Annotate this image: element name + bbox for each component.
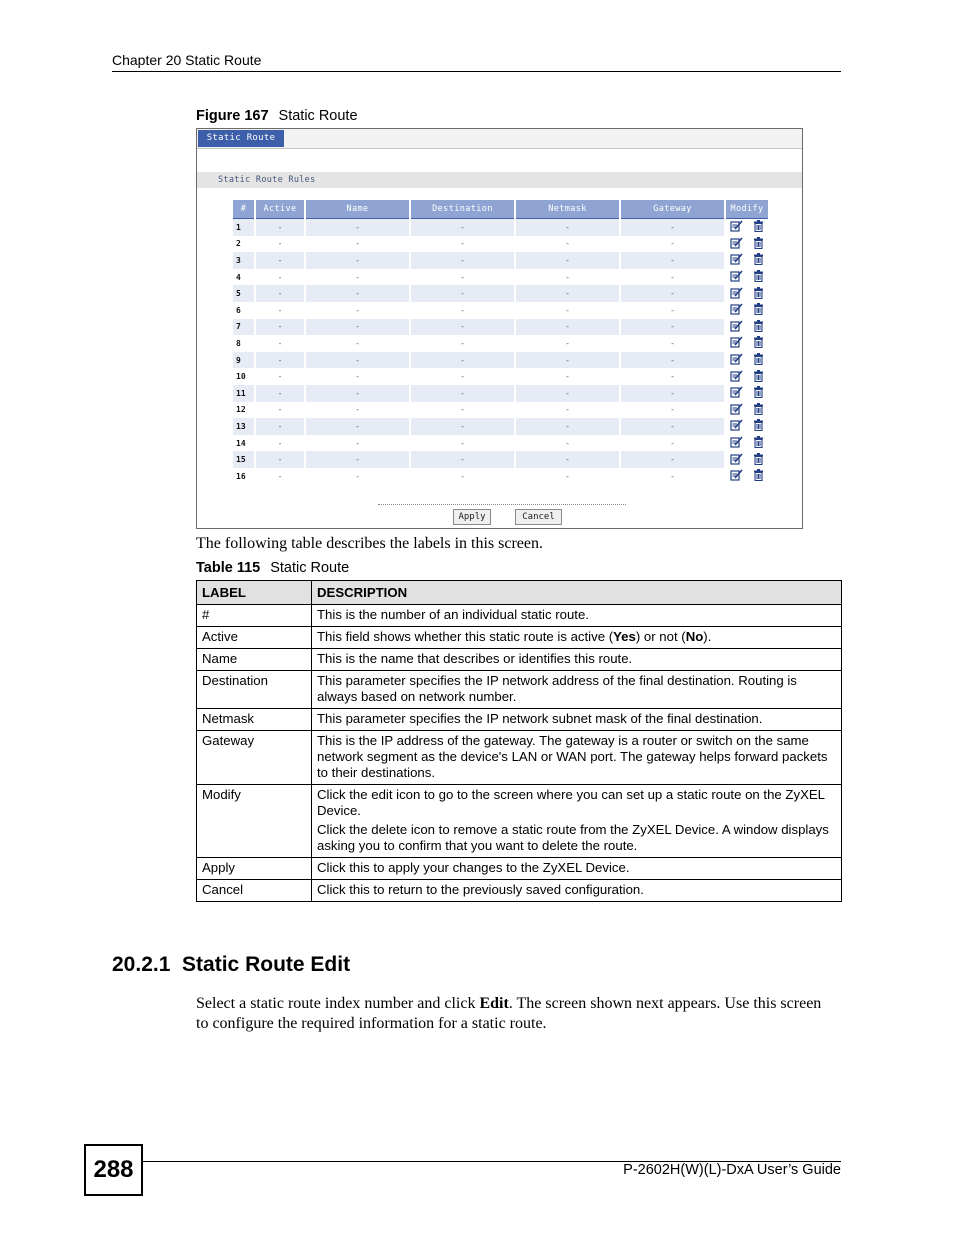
row-netmask: - xyxy=(516,451,619,468)
row-number: 7 xyxy=(233,319,254,336)
table-row xyxy=(233,368,768,385)
table-row xyxy=(233,418,768,435)
row-name: - xyxy=(306,451,409,468)
description-text: This is the number of an individual static route. xyxy=(317,607,589,622)
row-name: - xyxy=(355,272,360,282)
col-name: Name xyxy=(306,200,409,219)
table-row xyxy=(233,435,768,452)
edit-icon[interactable] xyxy=(730,419,743,433)
row-gateway: - xyxy=(621,252,724,269)
row-active: - xyxy=(277,405,283,415)
row-destination: - xyxy=(460,338,465,348)
edit-icon[interactable] xyxy=(730,453,743,467)
delete-icon[interactable] xyxy=(753,370,764,384)
static-route-screenshot xyxy=(196,128,803,529)
table-row xyxy=(197,649,842,671)
table-row xyxy=(197,880,842,902)
row-modify xyxy=(726,319,768,336)
edit-icon[interactable] xyxy=(730,353,743,367)
row-number: 1 xyxy=(233,219,254,236)
row-modify xyxy=(726,269,768,286)
row-label: Modify xyxy=(197,785,312,858)
delete-icon[interactable] xyxy=(753,453,764,467)
description-text: This parameter specifies the IP network address of the final destination. Routing is always based on network number. xyxy=(317,673,797,704)
row-gateway: - xyxy=(621,319,724,336)
row-destination: - xyxy=(411,285,514,302)
delete-icon[interactable] xyxy=(753,436,764,450)
row-label: Name xyxy=(197,649,312,671)
description-text: This is the IP address of the gateway. The gateway is a router or switch on the same network segment as the device's LAN or WAN port. The gateway helps forward packets to their destinations. xyxy=(317,733,828,780)
page-number: 288 xyxy=(84,1144,143,1196)
row-netmask: - xyxy=(516,285,619,302)
row-gateway: - xyxy=(670,372,675,382)
row-destination: - xyxy=(460,438,465,448)
delete-icon[interactable] xyxy=(753,419,764,433)
row-label: Active xyxy=(197,627,312,649)
row-name: - xyxy=(306,352,409,369)
edit-icon[interactable] xyxy=(730,270,743,284)
row-name: - xyxy=(355,372,360,382)
delete-icon[interactable] xyxy=(753,220,764,234)
row-destination: - xyxy=(411,385,514,402)
row-name: - xyxy=(355,471,360,481)
description-text: This is the name that describes or identifies this route. xyxy=(317,651,633,666)
table-row xyxy=(197,785,842,858)
row-label: Destination xyxy=(197,671,312,709)
table-row xyxy=(197,731,842,785)
row-name: - xyxy=(306,252,409,269)
figure-title: Static Route xyxy=(278,108,358,124)
row-number: 5 xyxy=(233,285,254,302)
row-active: - xyxy=(277,471,283,481)
table-row xyxy=(233,302,768,319)
row-modify xyxy=(726,435,768,452)
row-netmask: - xyxy=(565,372,570,382)
col-active: Active xyxy=(256,200,304,219)
row-number: 13 xyxy=(233,418,254,435)
description-text: Click this to return to the previously saved configuration. xyxy=(317,882,644,897)
edit-icon[interactable] xyxy=(730,336,743,350)
row-destination: - xyxy=(460,305,465,315)
table-row xyxy=(233,385,768,402)
row-active: - xyxy=(256,285,304,302)
edit-icon[interactable] xyxy=(730,303,743,317)
table-row xyxy=(233,319,768,336)
row-destination: - xyxy=(411,352,514,369)
delete-icon[interactable] xyxy=(753,386,764,400)
table-caption xyxy=(196,560,349,576)
table-row xyxy=(197,671,842,709)
delete-icon[interactable] xyxy=(753,403,764,417)
delete-icon[interactable] xyxy=(753,270,764,284)
table-row xyxy=(197,709,842,731)
row-gateway: - xyxy=(621,418,724,435)
row-number: 16 xyxy=(236,471,246,481)
row-netmask: - xyxy=(516,418,619,435)
row-number: 11 xyxy=(233,385,254,402)
row-gateway: - xyxy=(670,338,675,348)
description-table xyxy=(196,580,842,902)
delete-icon[interactable] xyxy=(753,287,764,301)
row-gateway: - xyxy=(621,385,724,402)
row-gateway: - xyxy=(670,305,675,315)
table-row xyxy=(233,352,768,369)
row-netmask: - xyxy=(565,471,570,481)
row-number: 14 xyxy=(236,438,246,448)
row-modify xyxy=(726,451,768,468)
chapter-header: Chapter 20 Static Route xyxy=(112,52,262,68)
row-description xyxy=(312,627,842,649)
row-gateway: - xyxy=(670,471,675,481)
row-name: - xyxy=(306,219,409,236)
row-modify xyxy=(726,252,768,269)
row-name: - xyxy=(355,438,360,448)
row-active: - xyxy=(277,272,283,282)
table-row xyxy=(197,605,842,627)
row-destination: - xyxy=(460,239,465,249)
row-netmask: - xyxy=(516,252,619,269)
row-number: 9 xyxy=(233,352,254,369)
delete-icon[interactable] xyxy=(753,303,764,317)
row-number: 4 xyxy=(236,272,241,282)
edit-icon[interactable] xyxy=(730,386,743,400)
row-active: - xyxy=(256,385,304,402)
row-active: - xyxy=(277,239,283,249)
label-header: LABEL xyxy=(197,581,312,605)
row-netmask: - xyxy=(565,405,570,415)
col-modify: Modify xyxy=(726,200,768,219)
row-destination: - xyxy=(411,252,514,269)
row-destination: - xyxy=(460,405,465,415)
delete-icon[interactable] xyxy=(753,320,764,334)
table-title: Static Route xyxy=(270,560,350,576)
tab-static-route[interactable]: Static Route xyxy=(198,130,284,147)
table-row xyxy=(233,451,768,468)
row-destination: - xyxy=(460,272,465,282)
row-active: - xyxy=(256,352,304,369)
row-description xyxy=(312,671,842,709)
row-gateway: - xyxy=(670,239,675,249)
edit-icon[interactable] xyxy=(730,237,743,251)
row-active: - xyxy=(256,219,304,236)
row-gateway: - xyxy=(621,285,724,302)
row-number: 3 xyxy=(233,252,254,269)
row-gateway: - xyxy=(670,438,675,448)
description-text: Click this to apply your changes to the ZyXEL Device. xyxy=(317,860,630,875)
row-number: 10 xyxy=(236,372,246,382)
row-modify xyxy=(726,335,768,352)
row-active: - xyxy=(256,319,304,336)
rules-header-row xyxy=(233,200,768,219)
row-destination: - xyxy=(460,372,465,382)
description-text: Click the delete icon to remove a static route from the ZyXEL Device. A window displays asking you to confirm that you want to delete the route. xyxy=(317,822,829,853)
row-name: - xyxy=(306,319,409,336)
apply-button[interactable]: Apply xyxy=(453,509,491,525)
row-modify xyxy=(726,385,768,402)
edit-icon[interactable] xyxy=(730,469,743,483)
row-modify xyxy=(726,468,768,485)
row-label: # xyxy=(197,605,312,627)
edit-icon[interactable] xyxy=(730,220,743,234)
row-label: Cancel xyxy=(197,880,312,902)
row-netmask: - xyxy=(516,319,619,336)
body-paragraph: Select a static route index number and click Edit. The screen shown next appears. Use this screen to configure the required information for a static route. xyxy=(196,995,822,1032)
edit-icon[interactable] xyxy=(730,287,743,301)
table-row xyxy=(233,219,768,236)
delete-icon[interactable] xyxy=(753,469,764,483)
static-route-rules-table xyxy=(231,200,770,485)
row-gateway: - xyxy=(670,405,675,415)
row-name: - xyxy=(306,385,409,402)
row-active: - xyxy=(256,418,304,435)
row-number: 2 xyxy=(236,239,241,249)
row-netmask: - xyxy=(516,385,619,402)
delete-icon[interactable] xyxy=(753,336,764,350)
row-active: - xyxy=(277,338,283,348)
row-netmask: - xyxy=(565,338,570,348)
edit-icon[interactable] xyxy=(730,436,743,450)
row-destination: - xyxy=(460,471,465,481)
row-modify xyxy=(726,219,768,236)
row-gateway: - xyxy=(621,219,724,236)
row-netmask: - xyxy=(516,352,619,369)
delete-icon[interactable] xyxy=(753,353,764,367)
row-label: Gateway xyxy=(197,731,312,785)
row-netmask: - xyxy=(565,305,570,315)
figure-label: Figure 167 xyxy=(196,108,269,124)
row-description xyxy=(312,649,842,671)
edit-icon[interactable] xyxy=(730,403,743,417)
description-header: DESCRIPTION xyxy=(312,581,842,605)
col-number: # xyxy=(233,200,254,219)
row-number: 8 xyxy=(236,338,241,348)
row-description xyxy=(312,858,842,880)
rules-section-title: Static Route Rules xyxy=(218,175,316,185)
table-row xyxy=(197,627,842,649)
col-netmask: Netmask xyxy=(516,200,619,219)
table-row xyxy=(233,285,768,302)
figure-caption xyxy=(196,108,358,124)
edit-icon[interactable] xyxy=(730,253,743,267)
row-modify xyxy=(726,352,768,369)
row-gateway: - xyxy=(670,272,675,282)
description-header-row xyxy=(197,581,842,605)
row-name: - xyxy=(306,418,409,435)
guide-title: P-2602H(W)(L)-DxA User’s Guide xyxy=(623,1162,841,1178)
row-number: 15 xyxy=(233,451,254,468)
edit-icon[interactable] xyxy=(730,320,743,334)
row-description xyxy=(312,785,842,858)
delete-icon[interactable] xyxy=(753,253,764,267)
table-label: Table 115 xyxy=(196,560,261,576)
row-modify xyxy=(726,418,768,435)
description-text: This field shows whether this static route is active (Yes) or not (No). xyxy=(317,629,712,644)
row-name: - xyxy=(306,285,409,302)
row-gateway: - xyxy=(621,352,724,369)
row-name: - xyxy=(355,305,360,315)
table-row xyxy=(233,335,768,352)
col-gateway: Gateway xyxy=(621,200,724,219)
row-netmask: - xyxy=(516,219,619,236)
row-modify xyxy=(726,285,768,302)
row-description xyxy=(312,605,842,627)
row-active: - xyxy=(256,451,304,468)
table-row xyxy=(197,858,842,880)
row-active: - xyxy=(277,438,283,448)
row-label: Apply xyxy=(197,858,312,880)
row-netmask: - xyxy=(565,438,570,448)
description-text: This parameter specifies the IP network subnet mask of the final destination. xyxy=(317,711,763,726)
row-netmask: - xyxy=(565,239,570,249)
row-description xyxy=(312,880,842,902)
row-netmask: - xyxy=(565,272,570,282)
section-title: 20.2.1 Static Route Edit xyxy=(112,953,351,976)
table-row xyxy=(233,236,768,253)
row-destination: - xyxy=(411,219,514,236)
row-number: 12 xyxy=(236,405,246,415)
table-row xyxy=(233,402,768,419)
row-modify xyxy=(726,302,768,319)
description-text: Click the edit icon to go to the screen where you can set up a static route on the ZyXEL Device. xyxy=(317,787,825,818)
table-row xyxy=(233,468,768,485)
table-row xyxy=(233,269,768,286)
delete-icon[interactable] xyxy=(753,237,764,251)
row-active: - xyxy=(277,372,283,382)
col-destination: Destination xyxy=(411,200,514,219)
row-name: - xyxy=(355,405,360,415)
row-gateway: - xyxy=(621,451,724,468)
divider xyxy=(378,504,626,505)
row-destination: - xyxy=(411,451,514,468)
cancel-button[interactable]: Cancel xyxy=(515,509,562,525)
header-rule xyxy=(112,71,841,72)
row-name: - xyxy=(355,239,360,249)
row-name: - xyxy=(355,338,360,348)
row-destination: - xyxy=(411,319,514,336)
edit-icon[interactable] xyxy=(730,370,743,384)
row-modify xyxy=(726,236,768,253)
table-row xyxy=(233,252,768,269)
intro-text: The following table describes the labels in this screen. xyxy=(196,535,544,552)
row-modify xyxy=(726,402,768,419)
row-destination: - xyxy=(411,418,514,435)
row-number: 6 xyxy=(236,305,241,315)
row-active: - xyxy=(256,252,304,269)
row-label: Netmask xyxy=(197,709,312,731)
row-modify xyxy=(726,368,768,385)
tab-bar xyxy=(197,129,802,149)
row-active: - xyxy=(277,305,283,315)
row-description xyxy=(312,709,842,731)
row-description xyxy=(312,731,842,785)
